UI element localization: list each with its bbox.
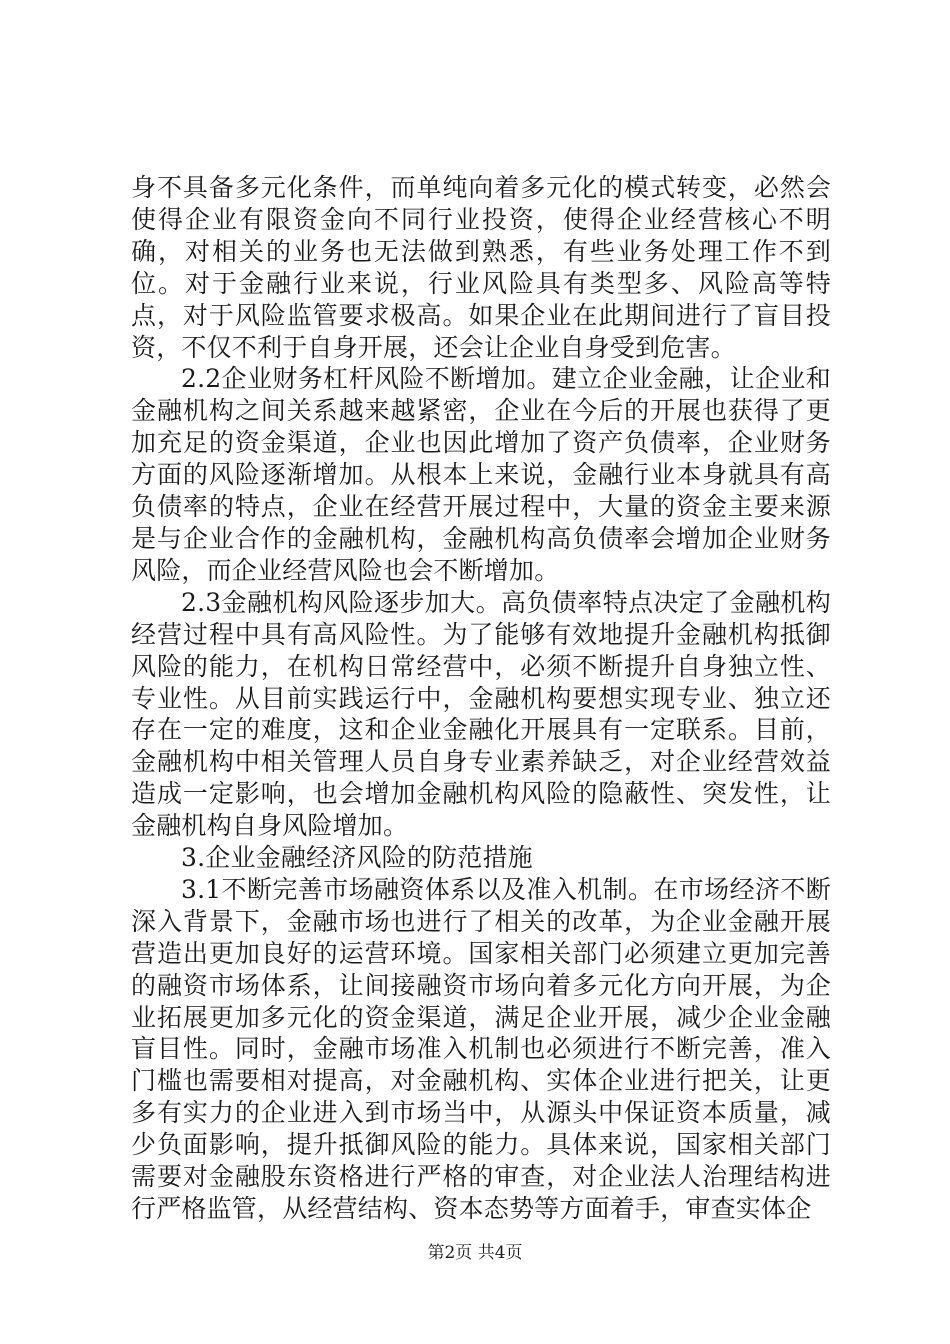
page-number: 第2页 共4页 <box>427 1243 523 1263</box>
paragraph-2-3: 2.3金融机构风险逐步加大。高负债率特点决定了金融机构经营过程中具有高风险性。为了能够有效地提升金融机构抵御风险的能力，在机构日常经营中，必须不断提升自身独立性、专业性。从目前实践运行中，金融机构要想实现专业、独立还存在一定的难度，这和企业金融化开展具有一定联系。目前，金融机构中相关管理人员自身专业素养缺乏，对企业经营效益造成一定影响，也会增加金融机构风险的隐蔽性、突发性，让金融机构自身风险增加。 <box>131 587 831 841</box>
paragraph-2-2: 2.2企业财务杠杆风险不断增加。建立企业金融，让企业和金融机构之间关系越来越紧密，企业在今后的开展也获得了更加充足的资金渠道，企业也因此增加了资产负债率，企业财务方面的风险逐渐增加。从根本上来说，金融行业本身就具有高负债率的特点，企业在经营开展过程中，大量的资金主要来源是与企业合作的金融机构，金融机构高负债率会增加企业财务风险，而企业经营风险也会不断增加。 <box>131 364 831 585</box>
paragraph-3-1: 3.1不断完善市场融资体系以及准入机制。在市场经济不断深入背景下，金融市场也进行了相关的改革，为企业金融开展营造出更加良好的运营环境。国家相关部门必须建立更加完善的融资市场体系，让间接融资市场向着多元化方向开展，为企业拓展更加多元化的资金渠道，满足企业开展，减少企业金融盲目性。同时，金融市场准入机制也必须进行不断完善，准入门槛也需要相对提高，对金融机构、实体企业进行把关，让更多有实力的企业进入到市场当中，从源头中保证资本质量，减少负面影响，提升抵御风险的能力。具体来说，国家相关部门需要对金融股东资格进行严格的审查，对企业法人治理结构进行严格监管，从经营结构、资本态势等方面着手，审查实体企 <box>131 874 831 1223</box>
paragraph-1: 身不具备多元化条件，而单纯向着多元化的模式转变，必然会使得企业有限资金向不同行业投资，使得企业经营核心不明确，对相关的业务也无法做到熟悉，有些业务处理工作不到位。对于金融行业来说，行业风险具有类型多、风险高等特点，对于风险监管要求极高。如果企业在此期间进行了盲目投资，不仅不利于自身开展，还会让企业自身受到危害。 <box>131 173 831 362</box>
body-text <box>131 172 831 1225</box>
section-heading-3: 3.企业金融经济风险的防范措施 <box>181 843 533 873</box>
